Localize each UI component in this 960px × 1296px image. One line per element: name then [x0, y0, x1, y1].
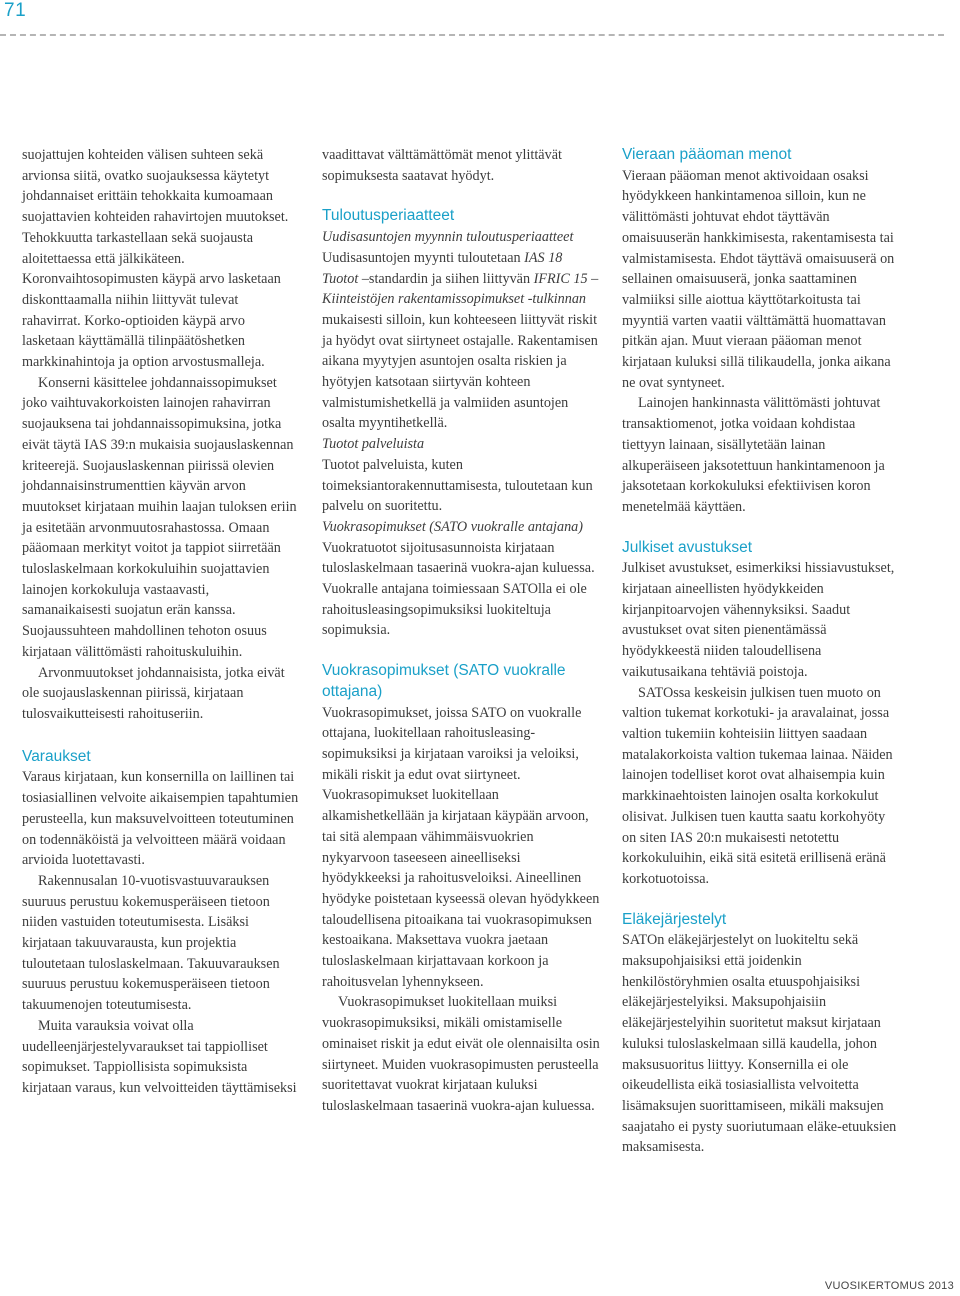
paragraph: Tuotot palveluista, kuten toimeksiantorakennuttamisesta, tuloutetaan kun palvelu on suoritettu. — [322, 456, 593, 515]
column-2 — [322, 145, 600, 1117]
header-dashed-divider — [0, 34, 944, 36]
subheading: Vuokrasopimukset (SATO vuokralle antajana) — [322, 518, 583, 535]
heading-elakejarjestelyt: Eläkejärjestelyt — [622, 910, 727, 928]
heading-vuokrasopimukset: Vuokrasopimukset (SATO vuokralle ottajana) — [322, 662, 566, 700]
paragraph: vaadittavat välttämättömät menot ylittävät sopimuksesta saatavat hyödyt. — [322, 147, 562, 184]
heading-julkiset-avustukset: Julkiset avustukset — [622, 538, 753, 556]
footer-title: VUOSIKERTOMUS 2013 — [824, 1280, 954, 1292]
text-run-italic: IFRIC 15 – Kiinteistöjen rakentamissopimukset -tulkinnan — [322, 270, 599, 308]
subheading: Tuotot palveluista — [322, 436, 425, 453]
paragraph: Vieraan pääoman menot aktivoidaan osaksi hyödykkeen hankintamenoa silloin, kun ne välittömästi johtuvat ehdot täyttävän omaisuuserän hankkimisesta, rakentamisesta tai valmistamisesta. Ehdot täyttävä omaisuuserä on sellainen omaisuuserä, jonka saattaminen valmiiksi sille aiottua käyttötarkoitusta tai myyntiä varten vaatii välttämättä huomattavan pitkän ajan. Muut vieraan pääoman menot kirjataan kuluksi sillä tilikaudella, jonka aikana ne ovat syntyneet. — [622, 167, 895, 391]
paragraph: Arvonmuutokset johdannaisista, jotka eivät ole suojauslaskennan piirissä, kirjataan tulosvaikutteisesti rahoituseriin. — [22, 664, 285, 722]
column-1 — [22, 145, 299, 1099]
paragraph: Rakennusalan 10-vuotisvastuuvarauksen suuruus perustuu kokemusperäiseen tietoon niiden vastuiden toteutumisesta. Lisäksi kirjataan takuuvarausta, kun projektia tuloutetaan tuloslaskelmaan. Takuuvarauksen suuruus perustuu kokemusperäiseen tietoon takuumenojen toteutumisesta. — [22, 872, 280, 1014]
paragraph: Konserni käsittelee johdannaissopimukset joko vaihtuvakorkoisten lainojen rahavirran suojauksena tai johdannaissopimuksina, jotka eivät täytä IAS 39:n mukaisia suojauslaskennan kriteerejä. Suojauslaskennan piirissä olevien johdannaisinstrumenttien käyvän arvon muutokset kirjataan muihin laajan tuloksen eriin ja esitetään arvonmuutosrahastossa. Omaan pääomaan merkityt voitot ja tappiot siirretään tuloslaskelmaan korkokuluihin suojattavien lainojen korkokuluja vastaavasti, samanaikaisesti suojatun erän kanssa. Suojaussuhteen mahdollinen tehoton osuus kirjataan välittömästi rahoituskuluihin. — [22, 374, 297, 660]
paragraph: suojattujen kohteiden välisen suhteen sekä arvionsa siitä, ovatko suojauksessa käytetyt johdannaiset erittäin tehokkaita kumoamaan suojattavien kohteiden rahavirtojen muutokset. Tehokkuutta tarkastellaan sekä suojausta aloitettaessa että jälkikäteen. Koronvaihtosopimusten käypä arvo lasketaan diskonttaamalla niihin liittyvät tulevat rahavirrat. Korko-optioiden käypä arvo lasketaan käyttämällä tilinpäätöshetken markkinahintoja ja option arvostusmalleja. — [22, 147, 289, 371]
subheading: Uudisasuntojen myynnin tuloutusperiaatteet — [322, 229, 574, 246]
text-run: –standardin ja siihen liittyvän — [358, 270, 534, 287]
paragraph: Varaus kirjataan, kun konsernilla on laillinen tai tosiasiallinen velvoite aikaisempien tapahtumien perusteella, kun maksuvelvoitteen toteutuminen on todennäköistä ja velvoitteen määrä voidaan arvioida luotettavasti. — [22, 769, 299, 869]
paragraph: Vuokrasopimukset, joissa SATO on vuokralle ottajana, luokitellaan rahoitusleasing-sopimuksiksi ja kirjataan varoiksi ja veloiksi, mikäli riskit ja edut ovat siirtyneet. Vuokrasopimukset luokitellaan alkamishetkellään ja kirjataan käypään arvoon, tai sitä alempaan vähimmäisvuokrien nykyarvoon taseeseen aineelliseksi hyödykkeeksi ja rahoitusveloiksi. Aineellinen hyödyke poistetaan kyseessä olevan hyödykkeen taloudellisena pitoaikana tai vuokrasopimuksen kestoaikana. Maksettava vuokra jaetaan tuloslaskelmaan kirjattavaan korkoon ja rahoitusvelan lyhennykseen. — [322, 704, 600, 990]
paragraph — [322, 248, 600, 434]
paragraph: Vuokratuotot sijoitusasunnoista kirjataan tuloslaskelmaan tasaerinä vuokra-ajan kuluessa. Vuokralle antajana toimiessaan SATOlla ei ole rahoitusleasingsopimuksiksi luokiteltuja sopimuksia. — [322, 539, 595, 639]
paragraph: SATOssa keskeisin julkisen tuen muoto on valtion tukemat korkotuki- ja aravalainat, jossa valtion tukemiin kohteisiin liittyen saadaan matalakorkoista valtion tukemaa lainaa. Näiden lainojen todelliset korot ovat alhaisempia kuin markkinaehtoisten lainojen osalta korkokulut olisivat. Julkisen tuen kautta saatu korkohyöty on siten IAS 20:n mukaisesti netotettu korkokuluihin, eikä sitä esitetä erillisenä eränä korkotuotoissa. — [622, 684, 893, 887]
heading-tuloutusperiaatteet: Tuloutusperiaatteet — [322, 207, 455, 225]
column-3 — [622, 145, 900, 1158]
paragraph: Muita varauksia voivat olla uudelleenjärjestelyvaraukset tai tappiolliset sopimukset. Tappiollisista sopimuksista kirjataan varaus, kun velvoitteiden täyttämiseksi — [22, 1017, 297, 1096]
heading-vieraan-paaoman-menot: Vieraan pääoman menot — [622, 146, 792, 163]
text-run-italic: IAS 18 Tuotot — [322, 249, 563, 287]
page-number: 71 — [4, 0, 27, 21]
paragraph: Julkiset avustukset, esimerkiksi hissiavustukset, kirjataan aineellisten hyödykkeiden kirjanpitoarvojen vähennyksiksi. Saadut avustukset ovat siten pienentämässä hyödykkeestä niiden taloudellisena vaikutusaikana tehtäviä poistoja. — [622, 560, 895, 680]
text-run: mukaisesti silloin, kun kohteeseen liittyvät riskit ja hyödyt ovat siirtyneet ostajalle. Rakentamisen aikana myytyjen asuntojen osalta riskien ja hyötyjen katsotaan siirtyvän kohteen valmistumishetkellä ja valmiiden asuntojen osalta myyntihetkellä. — [322, 311, 598, 432]
paragraph: SATOn eläkejärjestelyt on luokiteltu sekä maksupohjaisiksi että joidenkin henkilöstöryhmien osalta etuuspohjaisiksi eläkejärjestelyiksi. Maksupohjaisiin eläkejärjestelyihin suoritetut maksut kirjataan kuluksi tuloslaskelmaan sillä kaudella, johon maksusuoritus liittyy. Konsernilla ei ole oikeudellista eikä tosiasiallista velvoitetta lisämaksujen suorittamiseen, mikäli maksujen saajataho ei pysty suoriutumaan eläke-etuuksien maksamisesta. — [622, 932, 897, 1156]
heading-varaukset: Varaukset — [22, 747, 91, 765]
paragraph: Lainojen hankinnasta välittömästi johtuvat transaktiomenot, jotka voidaan kohdistaa tiettyyn lainaan, sisällytetään lainan alkuperäiseen jaksotettuun hankintamenoon ja jaksotetaan korkokuluksi efektiivisen koron menetelmää käyttäen. — [622, 395, 885, 515]
paragraph: Vuokrasopimukset luokitellaan muiksi vuokrasopimuksiksi, mikäli omistamiselle ominaiset riskit ja edut eivät ole olennaisilta osin siirtyneet. Muiden vuokrasopimusten perusteella suoritettavat vuokrat kirjataan kuluksi tuloslaskelmaan tasaerinä vuokra-ajan kuluessa. — [322, 994, 600, 1114]
text-run: Uudisasuntojen myynti tuloutetaan — [322, 249, 525, 266]
